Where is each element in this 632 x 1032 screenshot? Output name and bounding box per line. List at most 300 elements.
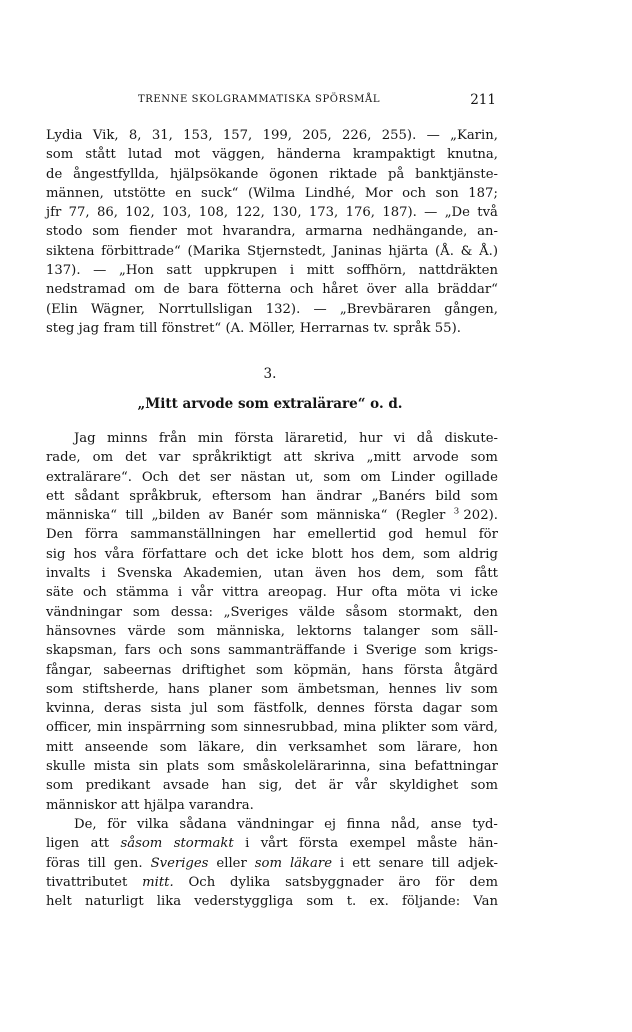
word: som bbox=[470, 681, 498, 697]
word: är bbox=[328, 778, 343, 794]
word: bräddar“ bbox=[437, 282, 498, 298]
word: våra bbox=[104, 546, 135, 562]
word: ogillade bbox=[444, 469, 498, 485]
word: och bbox=[214, 546, 239, 562]
word: Akademien, bbox=[183, 566, 263, 582]
word: 103, bbox=[162, 205, 192, 221]
text-line bbox=[46, 165, 498, 184]
word: hvarandra, bbox=[222, 224, 296, 240]
word: — bbox=[426, 128, 440, 143]
word: i bbox=[340, 855, 345, 871]
word: 108, bbox=[198, 205, 229, 221]
italic-word: stormakt bbox=[173, 836, 234, 852]
word: säte bbox=[46, 585, 74, 601]
word: en bbox=[175, 185, 192, 201]
text-line bbox=[46, 222, 498, 241]
word: språk bbox=[393, 320, 431, 336]
word: verksamhet bbox=[288, 739, 367, 755]
word: lärare, bbox=[417, 739, 462, 755]
superscript-reference: $^3$ 202). bbox=[453, 506, 498, 524]
word: stodo bbox=[46, 224, 83, 240]
word: Linder bbox=[390, 469, 435, 485]
text-line bbox=[46, 506, 498, 525]
word: gången, bbox=[444, 301, 498, 317]
word: säll- bbox=[470, 623, 498, 639]
section-number: 3. bbox=[263, 366, 277, 382]
word: 199, bbox=[262, 128, 292, 143]
word: det bbox=[178, 469, 201, 485]
word: vi bbox=[449, 585, 462, 601]
word: icke bbox=[276, 546, 304, 562]
word: 130, bbox=[272, 205, 302, 221]
word: som bbox=[261, 681, 289, 697]
word: min bbox=[97, 720, 123, 736]
word: att bbox=[283, 450, 302, 466]
word: Och bbox=[141, 469, 169, 485]
word: deras bbox=[104, 701, 142, 717]
word: som bbox=[470, 488, 498, 504]
word: värde bbox=[127, 623, 166, 639]
word: Lindhé, bbox=[304, 185, 356, 201]
word: kvinna, bbox=[46, 701, 95, 717]
text-line bbox=[46, 280, 498, 299]
word: anseende bbox=[84, 739, 149, 755]
word: uppkrupen bbox=[204, 263, 278, 279]
word: soffhörn, bbox=[346, 263, 407, 279]
word: lutad bbox=[127, 147, 163, 163]
word: som bbox=[378, 739, 406, 755]
word: vilka bbox=[137, 816, 169, 832]
text-line bbox=[46, 261, 498, 280]
word: — bbox=[424, 205, 438, 221]
word: människa“ bbox=[316, 508, 388, 524]
word: (Wilma bbox=[248, 185, 296, 201]
word: mista bbox=[93, 759, 131, 775]
word: 137). bbox=[46, 263, 81, 279]
text-line bbox=[46, 583, 498, 602]
word: vändningar bbox=[46, 604, 123, 620]
word: „Banérs bbox=[371, 488, 426, 504]
text-line bbox=[46, 564, 498, 583]
word: som bbox=[46, 681, 74, 697]
word: (Marika bbox=[187, 243, 241, 259]
word: invalts bbox=[46, 566, 91, 582]
word: inspärrning bbox=[127, 720, 206, 736]
word: mitt bbox=[46, 739, 74, 755]
word: emellertid bbox=[307, 527, 377, 543]
word: förra bbox=[84, 527, 119, 543]
word: då bbox=[416, 431, 434, 446]
word: (Elin bbox=[46, 301, 78, 317]
text-line bbox=[46, 699, 498, 718]
word: om bbox=[134, 282, 155, 298]
word: hur bbox=[358, 431, 383, 446]
word: dem bbox=[469, 874, 498, 890]
word: stämma bbox=[116, 585, 169, 601]
word: första bbox=[234, 431, 274, 446]
word: nästan bbox=[240, 469, 286, 485]
word: 31, bbox=[151, 128, 173, 143]
word: 55). bbox=[434, 320, 461, 336]
word: tv. bbox=[373, 320, 389, 336]
text-line bbox=[46, 796, 498, 815]
word: håret bbox=[322, 282, 359, 298]
word: ögonen bbox=[269, 166, 319, 182]
word: gen. bbox=[113, 855, 143, 871]
word: som bbox=[423, 546, 451, 562]
word: hos bbox=[357, 566, 381, 582]
word: Van bbox=[473, 894, 498, 910]
word: till bbox=[139, 320, 158, 336]
word: dagar bbox=[422, 701, 462, 717]
word: nedhängande, bbox=[372, 224, 468, 240]
word: an- bbox=[477, 224, 498, 240]
word: måste bbox=[416, 836, 458, 852]
word: satt bbox=[166, 263, 192, 279]
word: språkriktigt bbox=[192, 450, 272, 466]
word: 132). bbox=[265, 301, 301, 317]
word: — bbox=[93, 263, 107, 279]
word: nedstramad bbox=[46, 282, 126, 298]
word: som bbox=[470, 701, 498, 717]
word: vår bbox=[355, 778, 377, 794]
word: han bbox=[281, 488, 307, 504]
word: ångestfyllda, bbox=[73, 166, 160, 182]
word: över bbox=[366, 282, 397, 298]
word: 187; bbox=[468, 185, 498, 201]
word: sådana bbox=[179, 816, 227, 832]
word: sig, bbox=[258, 778, 283, 794]
word: dem, bbox=[382, 546, 416, 562]
word: som bbox=[159, 739, 187, 755]
word: Norrtullsligan bbox=[158, 301, 253, 317]
word: ofta bbox=[371, 585, 398, 601]
word: av bbox=[208, 508, 224, 524]
word: ut, bbox=[295, 469, 314, 485]
word: som bbox=[217, 701, 245, 717]
word: att bbox=[90, 836, 110, 852]
word: dylika bbox=[230, 874, 271, 890]
word: som bbox=[255, 662, 284, 678]
text-line bbox=[46, 680, 498, 699]
word: arvode bbox=[412, 450, 459, 466]
word: areopag. bbox=[267, 585, 327, 601]
word: äro bbox=[398, 874, 421, 890]
word: fönstret“ bbox=[161, 320, 222, 336]
word: människa“ bbox=[46, 508, 117, 524]
word: fötterna bbox=[227, 282, 282, 298]
word: 173, bbox=[308, 205, 339, 221]
word: Stjernstedt, bbox=[247, 243, 326, 259]
word: armarna bbox=[305, 224, 363, 240]
word: som bbox=[436, 566, 464, 582]
word: som bbox=[177, 623, 205, 639]
word: „mitt bbox=[366, 450, 401, 466]
word: hans bbox=[167, 681, 200, 697]
word: „Brevbäraren bbox=[339, 301, 432, 317]
word: männen, bbox=[46, 185, 104, 201]
word: som bbox=[424, 643, 452, 659]
body-paragraph bbox=[46, 429, 498, 911]
word: ligen bbox=[46, 836, 80, 852]
word: såsom bbox=[345, 604, 388, 620]
text-line bbox=[46, 126, 498, 145]
word: som bbox=[470, 778, 498, 794]
word: har bbox=[272, 527, 296, 543]
word: 102, bbox=[125, 205, 155, 221]
word: steg bbox=[46, 320, 75, 336]
word: möta bbox=[406, 585, 441, 601]
word: vederstyggliga bbox=[194, 894, 294, 910]
word: första bbox=[299, 836, 339, 852]
word: förbittrade“ bbox=[101, 243, 181, 259]
text-line bbox=[46, 145, 498, 164]
word: alla bbox=[404, 282, 429, 298]
word: som bbox=[431, 720, 459, 736]
word: 255). bbox=[381, 128, 417, 143]
word: och bbox=[402, 185, 426, 201]
word: Hur bbox=[336, 585, 363, 601]
word: väggen, bbox=[212, 147, 265, 163]
word: och bbox=[82, 585, 107, 601]
word: avsade bbox=[162, 778, 210, 794]
word: föras bbox=[46, 855, 80, 871]
word: om bbox=[360, 469, 381, 485]
word: 8, bbox=[128, 128, 142, 143]
italic-word: Sveriges bbox=[150, 855, 209, 871]
word: som bbox=[323, 469, 351, 485]
italic-word: som bbox=[254, 855, 282, 871]
word: stått bbox=[85, 147, 116, 163]
word: det bbox=[246, 546, 269, 562]
text-line bbox=[46, 815, 498, 834]
word: var bbox=[158, 450, 181, 466]
word: hans bbox=[361, 662, 394, 678]
word: sin bbox=[138, 759, 159, 775]
word: även bbox=[314, 566, 347, 582]
word: 187). bbox=[382, 205, 417, 221]
word: naturligt bbox=[84, 894, 144, 910]
word: anse bbox=[430, 816, 462, 832]
word: som bbox=[46, 778, 74, 794]
word: hemul bbox=[425, 527, 467, 543]
word: ex. bbox=[369, 894, 389, 910]
text-line bbox=[46, 242, 498, 261]
word: det bbox=[294, 778, 317, 794]
word: Vik, bbox=[92, 128, 119, 143]
word: hän- bbox=[468, 836, 498, 852]
word: första bbox=[404, 662, 444, 678]
word: i bbox=[101, 566, 106, 582]
word: välde bbox=[299, 604, 335, 620]
word: Janinas bbox=[332, 243, 382, 259]
word: din bbox=[256, 739, 278, 755]
word: Å.) bbox=[479, 243, 498, 259]
word: sammanträffande bbox=[228, 643, 346, 659]
word: mitt bbox=[306, 263, 334, 279]
word: sig bbox=[46, 546, 66, 562]
text-line bbox=[46, 487, 498, 506]
text-line bbox=[46, 873, 498, 892]
word: och bbox=[289, 282, 314, 298]
word: vi bbox=[393, 431, 406, 446]
word: för bbox=[478, 527, 498, 543]
word: de bbox=[163, 282, 180, 298]
word: „De bbox=[444, 205, 470, 221]
word: vår bbox=[191, 585, 214, 601]
word: nåd, bbox=[390, 816, 420, 832]
word: riktade bbox=[329, 166, 378, 182]
word: fångar, bbox=[46, 662, 93, 678]
text-line bbox=[46, 429, 498, 448]
word: icke bbox=[470, 585, 498, 601]
word: skriva bbox=[314, 450, 355, 466]
word: den bbox=[473, 604, 498, 620]
text-line bbox=[46, 203, 498, 222]
word: satsbyggnader bbox=[285, 874, 384, 890]
word: helt bbox=[46, 894, 72, 910]
word: aldrig bbox=[458, 546, 498, 562]
word: om bbox=[92, 450, 114, 466]
word: sabeernas bbox=[103, 662, 172, 678]
word: som bbox=[280, 508, 308, 524]
word: Herrarnas bbox=[299, 320, 369, 336]
word: knutna, bbox=[447, 147, 498, 163]
word: som bbox=[207, 759, 235, 775]
word: adjek- bbox=[457, 855, 498, 871]
word: driftighet bbox=[181, 662, 246, 678]
word: liv bbox=[445, 681, 462, 697]
word: 205, bbox=[302, 128, 332, 143]
word: 77, bbox=[68, 205, 90, 221]
word: talanger bbox=[363, 623, 420, 639]
word: värd, bbox=[463, 720, 498, 736]
text-line bbox=[46, 184, 498, 203]
word: De, bbox=[74, 816, 97, 832]
word: sammanställningen bbox=[130, 527, 261, 543]
word: blott bbox=[311, 546, 343, 562]
word: eller bbox=[216, 855, 247, 871]
word: hjärta bbox=[388, 243, 429, 259]
text-line bbox=[46, 757, 498, 776]
word: och bbox=[158, 643, 183, 659]
text-line bbox=[46, 525, 498, 544]
word: ändrar bbox=[316, 488, 362, 504]
text-line bbox=[46, 892, 498, 911]
text-line bbox=[46, 545, 498, 564]
word: för bbox=[435, 874, 455, 890]
word: till bbox=[125, 508, 144, 524]
word: dessa: bbox=[170, 604, 213, 620]
word: Den bbox=[46, 527, 73, 543]
word: vändningar bbox=[237, 816, 314, 832]
text-line bbox=[46, 603, 498, 622]
italic-word: mitt. bbox=[142, 874, 174, 890]
word: t. bbox=[346, 894, 357, 910]
word: bild bbox=[435, 488, 461, 504]
word: (A. bbox=[225, 320, 245, 336]
text-line bbox=[46, 834, 498, 853]
word: de bbox=[46, 166, 63, 182]
word: finna bbox=[346, 816, 381, 832]
word: människa, bbox=[216, 623, 285, 639]
word: Mor bbox=[364, 185, 393, 201]
text-line bbox=[46, 738, 498, 757]
word: skyldighet bbox=[389, 778, 459, 794]
italic-word: läkare bbox=[289, 855, 333, 871]
word: senare bbox=[378, 855, 424, 871]
word: extralärare“. bbox=[46, 469, 132, 485]
word: sådant bbox=[74, 488, 120, 504]
word: köpmän, bbox=[293, 662, 352, 678]
word: som bbox=[132, 604, 161, 620]
word: „Sveriges bbox=[223, 604, 289, 620]
word: min bbox=[197, 431, 224, 446]
word: som bbox=[431, 623, 459, 639]
text-line bbox=[46, 468, 498, 487]
word: författare bbox=[142, 546, 207, 562]
word: i bbox=[353, 643, 358, 659]
word: hänsovnes bbox=[46, 623, 117, 639]
word: — bbox=[313, 301, 327, 317]
word: hos bbox=[73, 546, 97, 562]
word: eftersom bbox=[212, 488, 272, 504]
word: krampaktigt bbox=[352, 147, 436, 163]
word: ett bbox=[352, 855, 371, 871]
word: lika bbox=[156, 894, 182, 910]
word: stormakt, bbox=[398, 604, 463, 620]
page-number: 211 bbox=[470, 92, 496, 108]
word: exempel bbox=[349, 836, 406, 852]
word: fått bbox=[474, 566, 498, 582]
word: fars bbox=[124, 643, 151, 659]
word: fästfolk, bbox=[253, 701, 308, 717]
word: hjälpa bbox=[143, 797, 185, 813]
word: händerna bbox=[276, 147, 341, 163]
word: hjälpsökande bbox=[169, 166, 259, 182]
word: skapsman, bbox=[46, 643, 117, 659]
word: första bbox=[374, 701, 414, 717]
word: Möller, bbox=[248, 320, 296, 336]
text-line bbox=[46, 661, 498, 680]
text-line bbox=[46, 718, 498, 737]
word: Och bbox=[188, 874, 216, 890]
word: siktena bbox=[46, 243, 95, 259]
word: ämbetsman, bbox=[297, 681, 380, 697]
running-title: TRENNE SKOLGRAMMATISKA SPÖRSMÅL bbox=[138, 94, 381, 105]
word: 122, bbox=[235, 205, 265, 221]
text-line bbox=[46, 448, 498, 467]
word: bara bbox=[188, 282, 219, 298]
word: minns bbox=[107, 431, 148, 446]
word: & bbox=[460, 243, 473, 259]
word: som bbox=[46, 147, 74, 163]
word: krigs- bbox=[459, 643, 498, 659]
word: jfr bbox=[46, 205, 62, 221]
word: läkare, bbox=[198, 739, 245, 755]
word: mot bbox=[174, 147, 201, 163]
word: mot bbox=[186, 224, 213, 240]
word: det bbox=[125, 450, 147, 466]
word: fram bbox=[103, 320, 135, 336]
word: dennes bbox=[316, 701, 365, 717]
word: officer, bbox=[46, 720, 92, 736]
word: åtgärd bbox=[453, 662, 498, 678]
word: tivattributet bbox=[46, 874, 128, 890]
word: lektorns bbox=[296, 623, 352, 639]
word: sons bbox=[190, 643, 221, 659]
word: hon bbox=[472, 739, 498, 755]
